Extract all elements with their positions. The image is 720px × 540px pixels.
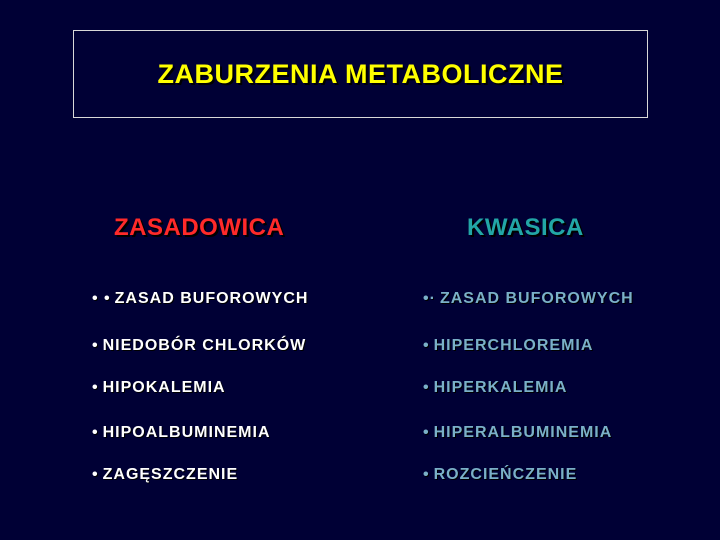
right-item-4 [423, 424, 612, 442]
left-item-4 [92, 424, 271, 442]
right-item-label: ROZCIEŃCZENIE [433, 466, 578, 483]
right-item-5 [423, 466, 577, 484]
right-item-label: HIPERCHLOREMIA [433, 337, 594, 354]
right-item-2 [423, 337, 593, 355]
bullet-icon: • [423, 424, 430, 441]
left-item-2 [92, 337, 306, 355]
title-box [73, 30, 648, 118]
bullet-icon: • • [92, 290, 111, 307]
left-item-label: HIPOALBUMINEMIA [102, 424, 271, 441]
bullet-icon: • [92, 466, 99, 483]
left-item-label: ZAGĘSZCZENIE [102, 466, 239, 483]
heading-kwasica: KWASICA [467, 214, 584, 241]
bullet-icon: • [423, 379, 430, 396]
right-item-3 [423, 379, 567, 397]
bullet-icon: • [92, 379, 99, 396]
right-item-1 [423, 290, 634, 308]
heading-zasadowica: ZASADOWICA [114, 214, 285, 241]
left-item-label: ZASAD BUFOROWYCH [114, 290, 309, 307]
bullet-icon: •· [423, 290, 436, 307]
bullet-icon: • [92, 337, 99, 354]
left-item-label: NIEDOBÓR CHLORKÓW [102, 337, 307, 354]
right-item-label: ZASAD BUFOROWYCH [439, 290, 634, 307]
left-item-1 [92, 290, 308, 308]
left-item-label: HIPOKALEMIA [102, 379, 226, 396]
bullet-icon: • [423, 337, 430, 354]
bullet-icon: • [423, 466, 430, 483]
left-item-3 [92, 379, 226, 397]
left-item-5 [92, 466, 238, 484]
right-item-label: HIPERALBUMINEMIA [433, 424, 613, 441]
slide-title: ZABURZENIA METABOLICZNE [157, 58, 564, 89]
right-item-label: HIPERKALEMIA [433, 379, 568, 396]
bullet-icon: • [92, 424, 99, 441]
